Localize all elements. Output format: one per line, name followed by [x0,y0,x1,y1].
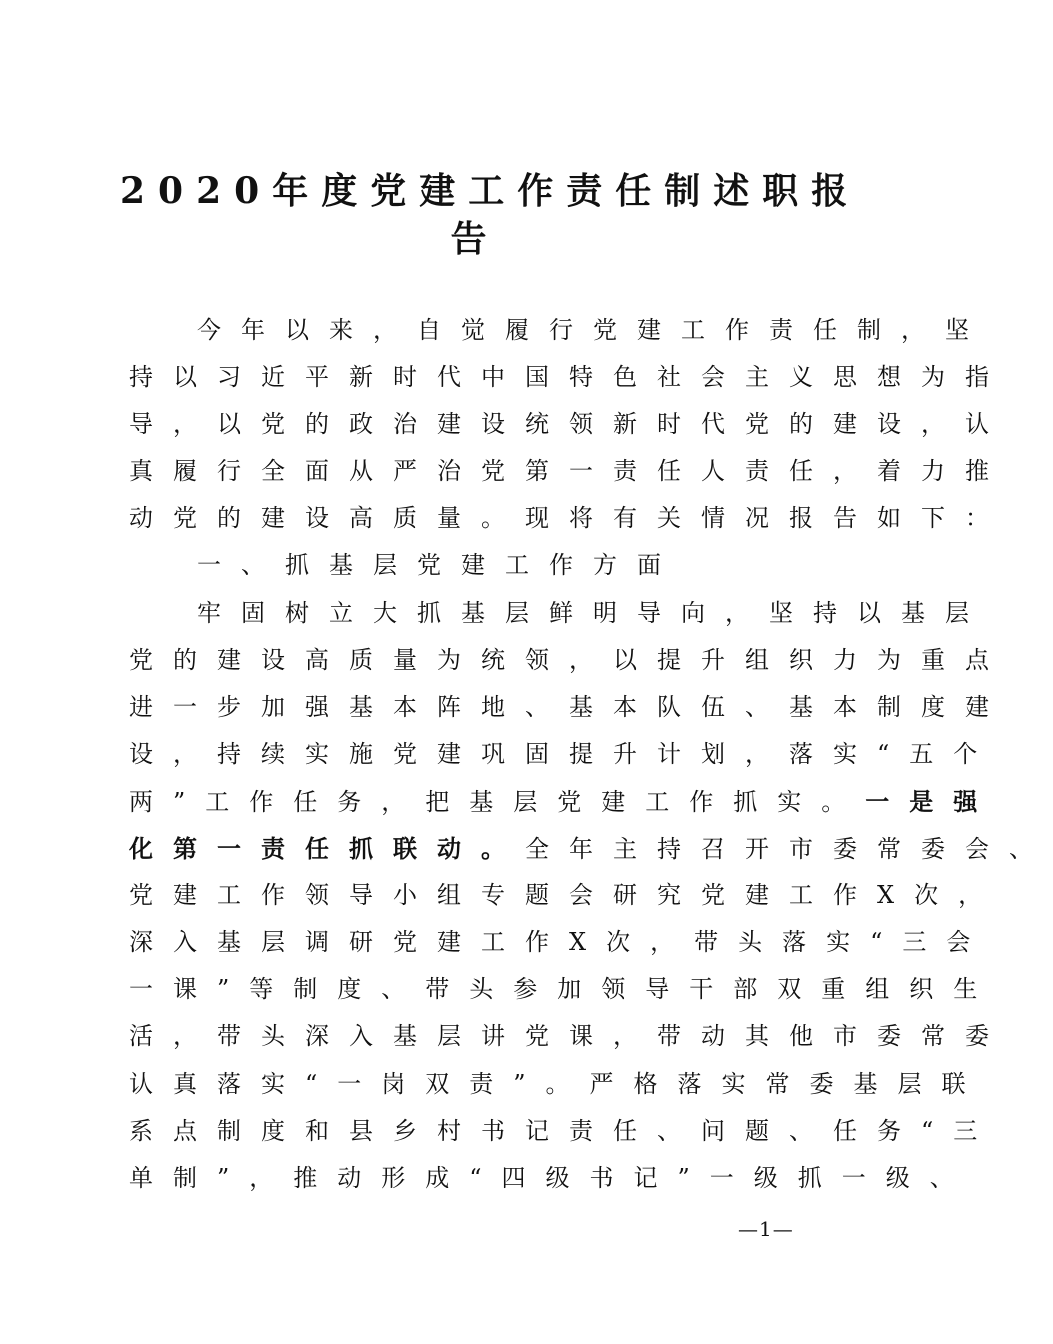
document-body [129,307,1053,1202]
paragraph-line: 党建工作领导小组专题会研究党建工作X次， [129,881,1003,910]
paragraph-line: 认真落实“一岗双责”。严格落实常委基层联 [129,1069,986,1098]
paragraph-line: 持以习近平新时代中国特色社会主义思想为指 [129,363,1009,392]
paragraph-line [129,778,998,825]
page-number: —1— [738,1217,794,1241]
document-title-line-1: 2020年度党建工作责任制述职报 [120,170,861,212]
paragraph-text: 两”工作任务，把基层党建工作抓实。 [129,787,866,816]
paragraph-line: 系点制度和县乡村书记责任、问题、任务“三 [129,1116,998,1145]
paragraph-line [129,825,1053,872]
paragraph-line: 导，以党的政治建设统领新时代党的建设，认 [129,410,1009,439]
paragraph-line: 党的建设高质量为统领，以提升组织力为重点 [129,645,1009,674]
paragraph-line: 牢固树立大抓基层鲜明导向，坚持以基层 [197,598,989,627]
paragraph-text: 全年主持召开市委常委会、 [525,835,1053,864]
document-title-line-2: 告 [450,218,500,260]
paragraph-line: 活，带头深入基层讲党课，带动其他市委常委 [129,1022,1009,1051]
paragraph-line: 真履行全面从严治党第一责任人责任，着力推 [129,457,1009,486]
bold-emphasis-text: 化第一责任抓联动。 [129,834,525,864]
paragraph-line: 进一步加强基本阵地、基本队伍、基本制度建 [129,692,1009,721]
paragraph-line: 一课”等制度、带头参加领导干部双重组织生 [129,975,998,1004]
paragraph-line: 深入基层调研党建工作X次，带头落实“三会 [129,928,991,957]
paragraph-line: 今年以来，自觉履行党建工作责任制，坚 [197,316,989,344]
section-heading: 一、抓基层党建工作方面 [197,551,681,580]
paragraph-line: 设，持续实施党建巩固提升计划，落实“五个 [129,739,998,768]
paragraph-line: 单制”，推动形成“四级书记”一级抓一级、 [129,1163,974,1192]
paragraph-line: 动党的建设高质量。现将有关情况报告如下： [129,504,1009,533]
bold-emphasis-text: 一是强 [865,786,998,816]
